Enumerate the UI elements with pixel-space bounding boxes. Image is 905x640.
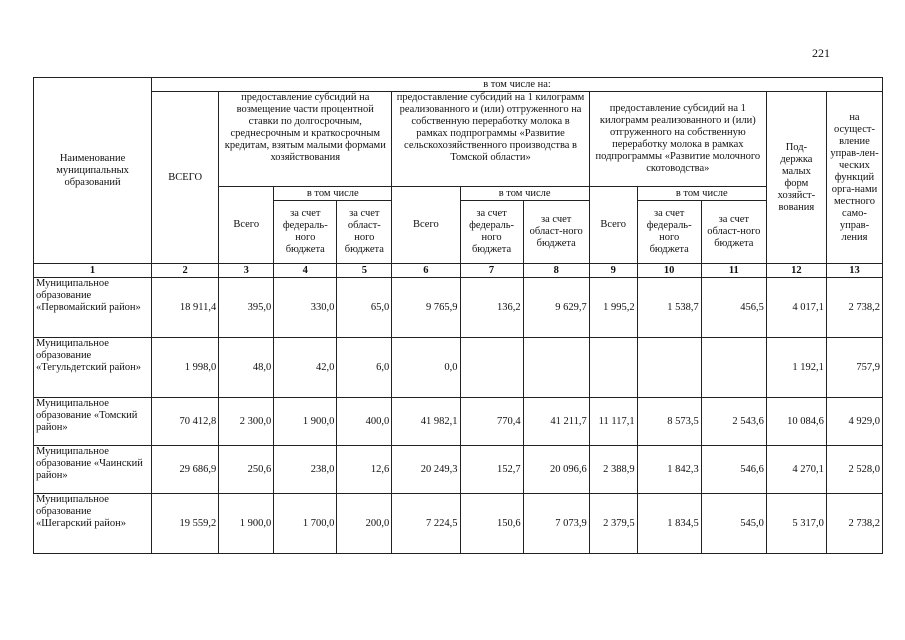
column-number: 2 xyxy=(152,264,219,278)
column-number: 5 xyxy=(337,264,392,278)
column-number: 9 xyxy=(589,264,637,278)
value-cell-g1-all: 2 300,0 xyxy=(219,398,274,446)
value-cell-total: 1 998,0 xyxy=(152,338,219,398)
column-number: 12 xyxy=(766,264,826,278)
mgmt-column-header: на осущест-вление управ-лен-ческих функций орга-нами местного само-управ-ления xyxy=(826,92,882,264)
value-cell-g2-all: 0,0 xyxy=(392,338,460,398)
value-cell-g1-all: 395,0 xyxy=(219,278,274,338)
value-cell-g1-reg: 12,6 xyxy=(337,446,392,494)
value-cell-g1-all: 48,0 xyxy=(219,338,274,398)
column-number: 6 xyxy=(392,264,460,278)
column-number: 8 xyxy=(523,264,589,278)
column-number: 13 xyxy=(826,264,882,278)
table-row xyxy=(34,278,883,338)
value-cell-mgmt: 2 738,2 xyxy=(826,494,882,554)
g1-all-header: Всего xyxy=(219,187,274,264)
value-cell-support: 5 317,0 xyxy=(766,494,826,554)
value-cell-g1-reg: 200,0 xyxy=(337,494,392,554)
g1-including-header: в том числе xyxy=(274,187,392,201)
column-number: 1 xyxy=(34,264,152,278)
value-cell-support: 10 084,6 xyxy=(766,398,826,446)
value-cell-g1-fed: 238,0 xyxy=(274,446,337,494)
table-row xyxy=(34,338,883,398)
value-cell-g3-reg: 545,0 xyxy=(701,494,766,554)
value-cell-g2-fed: 150,6 xyxy=(460,494,523,554)
value-cell-g2-fed: 136,2 xyxy=(460,278,523,338)
value-cell-g3-fed: 1 842,3 xyxy=(637,446,701,494)
including-header: в том числе на: xyxy=(152,78,883,92)
g3-regional-header: за счет област-ного бюджета xyxy=(701,201,766,264)
g2-regional-header: за счет област-ного бюджета xyxy=(523,201,589,264)
value-cell-g2-fed: 152,7 xyxy=(460,446,523,494)
g1-federal-header: за счет федераль-ного бюджета xyxy=(274,201,337,264)
value-cell-g2-all: 7 224,5 xyxy=(392,494,460,554)
value-cell-mgmt: 2 738,2 xyxy=(826,278,882,338)
value-cell-mgmt: 757,9 xyxy=(826,338,882,398)
table-body xyxy=(34,278,883,554)
support-column-header: Под-держка малых форм хозяйст-вования xyxy=(766,92,826,264)
column-number: 7 xyxy=(460,264,523,278)
value-cell-g2-all: 41 982,1 xyxy=(392,398,460,446)
page-number: 221 xyxy=(812,46,830,60)
total-column-header: ВСЕГО xyxy=(152,92,219,264)
value-cell-g3-fed xyxy=(637,338,701,398)
subsidy-table xyxy=(33,77,883,554)
value-cell-g2-reg: 20 096,6 xyxy=(523,446,589,494)
value-cell-support: 4 270,1 xyxy=(766,446,826,494)
value-cell-mgmt: 4 929,0 xyxy=(826,398,882,446)
g1-regional-header: за счет област-ного бюджета xyxy=(337,201,392,264)
value-cell-g3-all: 11 117,1 xyxy=(589,398,637,446)
table-row xyxy=(34,398,883,446)
value-cell-g1-all: 1 900,0 xyxy=(219,494,274,554)
value-cell-g2-fed: 770,4 xyxy=(460,398,523,446)
name-column-header: Наименование муниципальных образований xyxy=(34,78,152,264)
value-cell-total: 18 911,4 xyxy=(152,278,219,338)
group-header-milk-agri: предоставление субсидий на 1 килограмм реализованного и (или) отгруженного на собственную переработку молока в рамках подпрограммы «Развитие сельскохозяйственного производства в Томской области» xyxy=(392,92,589,187)
value-cell-g3-fed: 1 538,7 xyxy=(637,278,701,338)
column-number: 4 xyxy=(274,264,337,278)
value-cell-g3-all: 2 388,9 xyxy=(589,446,637,494)
value-cell-g3-all xyxy=(589,338,637,398)
value-cell-g3-reg: 456,5 xyxy=(701,278,766,338)
value-cell-g3-reg xyxy=(701,338,766,398)
value-cell-g2-all: 9 765,9 xyxy=(392,278,460,338)
value-cell-g3-reg: 546,6 xyxy=(701,446,766,494)
value-cell-support: 1 192,1 xyxy=(766,338,826,398)
value-cell-g1-all: 250,6 xyxy=(219,446,274,494)
value-cell-g3-all: 1 995,2 xyxy=(589,278,637,338)
municipality-name-cell: Муниципальное образование «Чаинский район» xyxy=(34,446,152,494)
value-cell-g1-reg: 6,0 xyxy=(337,338,392,398)
table-row xyxy=(34,494,883,554)
value-cell-g3-all: 2 379,5 xyxy=(589,494,637,554)
value-cell-g1-reg: 400,0 xyxy=(337,398,392,446)
value-cell-g1-fed: 42,0 xyxy=(274,338,337,398)
value-cell-g3-fed: 1 834,5 xyxy=(637,494,701,554)
value-cell-g1-reg: 65,0 xyxy=(337,278,392,338)
value-cell-g2-reg xyxy=(523,338,589,398)
table-header xyxy=(34,78,883,278)
value-cell-g2-all: 20 249,3 xyxy=(392,446,460,494)
column-numbers-row xyxy=(34,264,883,278)
value-cell-g1-fed: 330,0 xyxy=(274,278,337,338)
group-header-milk-dairy: предоставление субсидий на 1 килограмм реализованного и (или) отгруженного на собственную переработку молока в рамках подпрограммы «Развитие молочного скотоводства» xyxy=(589,92,766,187)
value-cell-g2-reg: 41 211,7 xyxy=(523,398,589,446)
value-cell-support: 4 017,1 xyxy=(766,278,826,338)
municipality-name-cell: Муниципальное образование «Первомайский район» xyxy=(34,278,152,338)
g3-all-header: Всего xyxy=(589,187,637,264)
g2-all-header: Всего xyxy=(392,187,460,264)
g2-federal-header: за счет федераль-ного бюджета xyxy=(460,201,523,264)
column-number: 11 xyxy=(701,264,766,278)
value-cell-g3-fed: 8 573,5 xyxy=(637,398,701,446)
g2-including-header: в том числе xyxy=(460,187,589,201)
value-cell-total: 70 412,8 xyxy=(152,398,219,446)
value-cell-g1-fed: 1 900,0 xyxy=(274,398,337,446)
value-cell-total: 29 686,9 xyxy=(152,446,219,494)
municipality-name-cell: Муниципальное образование «Томский район» xyxy=(34,398,152,446)
value-cell-g3-reg: 2 543,6 xyxy=(701,398,766,446)
table-row xyxy=(34,446,883,494)
g3-federal-header: за счет федераль-ного бюджета xyxy=(637,201,701,264)
value-cell-total: 19 559,2 xyxy=(152,494,219,554)
municipality-name-cell: Муниципальное образование «Шегарский район» xyxy=(34,494,152,554)
value-cell-g2-reg: 7 073,9 xyxy=(523,494,589,554)
value-cell-g2-fed xyxy=(460,338,523,398)
group-header-interest: предоставление субсидий на возмещение части процентной ставки по долгосрочным, среднесрочным и краткосрочным кредитам, взятым малыми формами хозяйствования xyxy=(219,92,392,187)
column-number: 10 xyxy=(637,264,701,278)
municipality-name-cell: Муниципальное образование «Тегульдетский район» xyxy=(34,338,152,398)
column-number: 3 xyxy=(219,264,274,278)
value-cell-g2-reg: 9 629,7 xyxy=(523,278,589,338)
value-cell-g1-fed: 1 700,0 xyxy=(274,494,337,554)
value-cell-mgmt: 2 528,0 xyxy=(826,446,882,494)
g3-including-header: в том числе xyxy=(637,187,766,201)
